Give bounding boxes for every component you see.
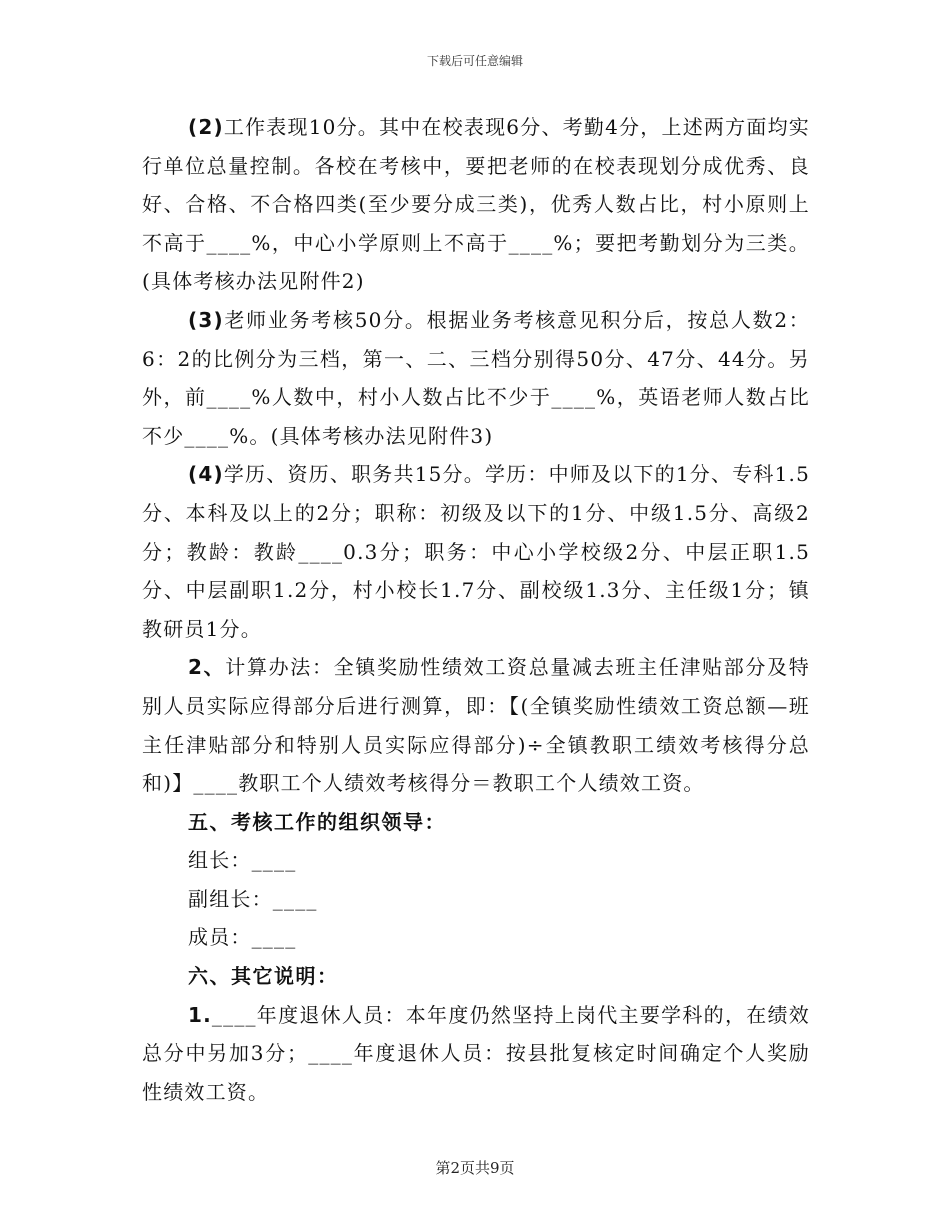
item-number: 1. — [188, 1002, 212, 1027]
document-body — [142, 108, 810, 1111]
members-line: 成员：____ — [188, 925, 297, 950]
section-heading-other-notes: 六、其它说明： — [188, 964, 339, 989]
item-number: (4) — [188, 462, 224, 487]
vice-leader-line: 副组长：____ — [188, 886, 318, 911]
item-number: (3) — [188, 307, 224, 332]
paragraph-text: 工作表现10分。其中在校表现6分、考勤4分，上述两方面均实行单位总量控制。各校在考核中，要把老师的在校表现划分成优秀、良好、合格、不合格四类(至少要分成三类)，优秀人数占比，村小原则上不高于____%，中心小学原则上不高于____%；要把考勤划分为三类。(具体考核办法见附件2) — [142, 115, 810, 294]
item-number: (2) — [188, 115, 224, 139]
page-number-footer: 第2页共9页 — [435, 1159, 515, 1177]
leader-line: 组长：____ — [188, 848, 297, 873]
paragraph-retirement-notes — [142, 996, 810, 1112]
paragraph-text: 计算办法：全镇奖励性绩效工资总量减去班主任津贴部分及特别人员实际应得部分后进行测算，即：【(全镇奖励性绩效工资总额—班主任津贴部分和特别人员实际应得部分)÷全镇教职工绩效考核得分总和)】____教职工个人绩效考核得分＝教职工个人绩效工资。 — [142, 655, 810, 796]
paragraph-text: ____年度退休人员：本年度仍然坚持上岗代主要学科的，在绩效总分中另加3分；____年度退休人员：按县批复核定时间确定个人奖励性绩效工资。 — [142, 1002, 810, 1104]
paragraph-business-assessment — [142, 301, 810, 455]
paragraph-calculation-method — [142, 648, 810, 802]
section-heading-organization: 五、考核工作的组织领导： — [188, 809, 446, 834]
paragraph-text: 老师业务考核50分。根据业务考核意见积分后，按总人数2：6：2的比例分为三档，第一、二、三档分别得50分、47分、44分。另外，前____%人数中，村小人数占比不少于____%，英语老师人数占比不少____%。(具体考核办法见附件3) — [142, 307, 810, 448]
paragraph-work-performance — [142, 108, 810, 301]
paragraph-education-qualifications — [142, 455, 810, 648]
item-number: 2、 — [188, 655, 226, 680]
page-header-note: 下载后可任意编辑 — [426, 54, 523, 68]
paragraph-text: 学历、资历、职务共15分。学历：中师及以下的1分、专科1.5分、本科及以上的2分；职称：初级及以下的1分、中级1.5分、高级2分；教龄：教龄____0.3分；职务：中心小学校级2分、中层正职1.5分、中层副职1.2分，村小校长1.7分、副校级1.3分、主任级1分；镇教研员1分。 — [142, 462, 810, 641]
